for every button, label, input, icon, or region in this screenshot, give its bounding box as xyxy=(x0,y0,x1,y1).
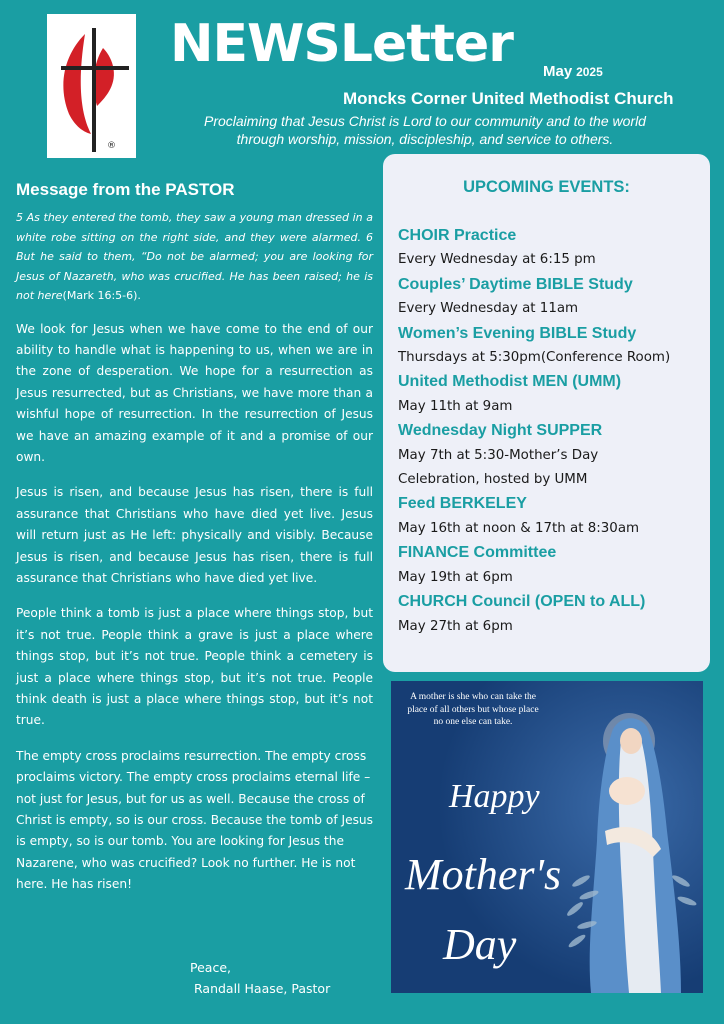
event-name: CHURCH Council (OPEN to ALL) xyxy=(398,593,646,611)
church-name: Moncks Corner United Methodist Church xyxy=(343,89,674,108)
event-name: Wednesday Night SUPPER xyxy=(398,422,603,440)
cross-horizontal xyxy=(61,66,129,70)
events-heading: UPCOMING EVENTS: xyxy=(463,178,630,196)
cross-vertical xyxy=(92,28,96,152)
registered-mark: ® xyxy=(107,141,116,151)
tagline: Proclaiming that Jesus Christ is Lord to our community and to the world through worship, mission, discipleship, and service to others. xyxy=(204,113,646,147)
church-logo xyxy=(47,14,136,158)
event-name: Couples’ Daytime BIBLE Study xyxy=(398,275,633,293)
event-detail: Thursdays at 5:30pm(Conference Room) xyxy=(398,350,671,366)
pastor-message xyxy=(16,180,373,910)
greeting-day: Day xyxy=(443,920,517,969)
scripture-reference: (Mark 16:5-6). xyxy=(62,289,141,302)
event-name: Women’s Evening BIBLE Study xyxy=(398,324,637,342)
issue-month: May xyxy=(543,63,573,80)
upcoming-events-panel xyxy=(383,154,710,672)
closing: Peace, xyxy=(190,960,231,975)
event-detail: Every Wednesday at 6:15 pm xyxy=(398,252,596,268)
pastor-signoff xyxy=(190,957,330,999)
message-paragraph: The empty cross proclaims resurrection. The empty cross proclaims victory. The empty cross proclaims eternal life – not just for Jesus, but for us as well. Because the cross of Christ is empty, so is our cross. Because the tomb of Jesus is empty, so is our tomb. You are looking for Jesus the Nazarene, who was crucified? Look no further. He is not here. He has risen! xyxy=(16,748,373,892)
event-detail: Every Wednesday at 11am xyxy=(398,301,579,317)
event-name: United Methodist MEN (UMM) xyxy=(398,373,622,391)
pastor-heading: Message from the PASTOR xyxy=(16,180,235,199)
scripture-quote xyxy=(16,208,373,306)
event-name: FINANCE Committee xyxy=(398,544,557,562)
message-paragraph: Jesus is risen, and because Jesus has risen, there is full assurance that Christians who have died yet live. Jesus will return just as He left: physically and visibly. Because Jesus is risen, and because Jesus has risen, there is full assurance that Christians who have died yet live. xyxy=(16,485,373,585)
greeting-mothers: Mother's xyxy=(405,850,562,899)
newsletter-title: NEWSLetter xyxy=(170,14,513,74)
event-detail: Celebration, hosted by UMM xyxy=(398,472,588,488)
flame-right xyxy=(94,48,114,106)
mothers-day-quote: A mother is she who can take the place of all others but whose place no one else can take. xyxy=(407,692,539,727)
mothers-day-card xyxy=(391,681,703,993)
issue-year: 2025 xyxy=(576,65,603,79)
cross-and-flame-icon xyxy=(47,14,136,158)
events-list xyxy=(398,224,703,639)
event-detail: May 11th at 9am xyxy=(398,398,513,414)
message-paragraph: People think a tomb is just a place where things stop, but it’s not true. People think a grave is just a place where things stop, but it’s not true. People think a cemetery is just a place where things stop, but it’s not true. People think death is just a place where things stop, but it’s not true. xyxy=(16,606,373,728)
event-detail: May 27th at 6pm xyxy=(398,618,513,634)
event-detail: May 16th at noon & 17th at 8:30am xyxy=(398,520,640,536)
greeting-happy: Happy xyxy=(449,778,540,815)
scripture-text: 5 As they entered the tomb, they saw a young man dressed in a white robe sitting on the right side, and they were alarmed. 6 But he said to them, “Do not be alarmed; you are looking for Jesus of Nazareth, who was crucified. He has been raised; he is not here xyxy=(16,211,373,302)
event-detail: May 7th at 5:30-Mother’s Day xyxy=(398,447,599,463)
message-paragraph: We look for Jesus when we have come to the end of our ability to handle what is happening to us, when we are in the zone of desperation. We hope for a resurrection as Jesus resurrected, but as Christians, we have more than a wishful hope of resurrection. In the resurrection of Jesus we have an amazing example of it and a promise of our own. xyxy=(16,321,373,464)
event-name: CHOIR Practice xyxy=(398,227,517,244)
issue-date xyxy=(543,63,603,80)
event-detail: May 19th at 6pm xyxy=(398,569,513,585)
event-name: Feed BERKELEY xyxy=(398,495,527,513)
flame-left xyxy=(63,34,91,134)
pastor-signature: Randall Haase, Pastor xyxy=(194,981,331,996)
